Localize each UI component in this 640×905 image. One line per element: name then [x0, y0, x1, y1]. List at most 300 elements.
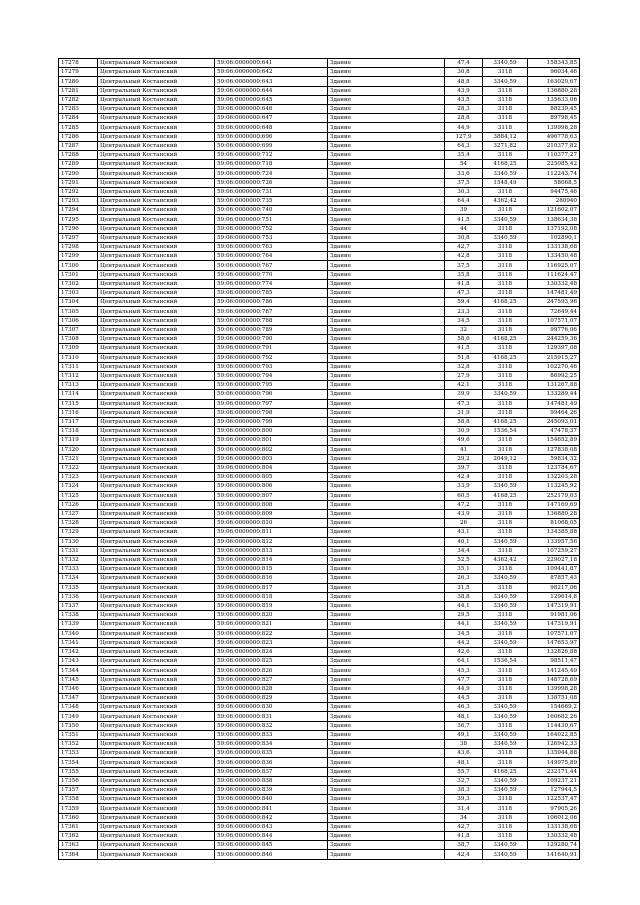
cadastral-number-cell: 59:06:0000000:831 [215, 712, 328, 721]
area-cell: 49,6 [445, 436, 483, 445]
row-number-cell: 17283 [59, 105, 98, 114]
district-cell: Центральный Костанский [98, 68, 215, 77]
area-cell: 29,5 [445, 611, 483, 620]
table-row [59, 648, 580, 657]
area-cell: 47,2 [445, 500, 483, 509]
district-cell: Центральный Костанский [98, 786, 215, 795]
rate-cell: 3340,59 [483, 59, 528, 68]
district-cell: Центральный Костанский [98, 648, 215, 657]
object-type-cell: Здание [328, 721, 445, 730]
row-number-cell: 17316 [59, 408, 98, 417]
rate-cell: 3118 [483, 822, 528, 831]
area-cell: 41,5 [445, 344, 483, 353]
cadastral-value-cell: 110377,27 [528, 151, 580, 160]
rate-cell: 3118 [483, 436, 528, 445]
area-cell: 44,2 [445, 638, 483, 647]
district-cell: Центральный Костанский [98, 767, 215, 776]
cadastral-number-cell: 59:06:0000000:645 [215, 95, 328, 104]
district-cell: Центральный Костанский [98, 592, 215, 601]
row-number-cell: 17301 [59, 270, 98, 279]
row-number-cell: 17330 [59, 537, 98, 546]
cadastral-value-cell: 132826,88 [528, 648, 580, 657]
cadastral-value-cell: 98511,47 [528, 657, 580, 666]
cadastral-value-cell: 127944,5 [528, 786, 580, 795]
row-number-cell: 17315 [59, 399, 98, 408]
area-cell: 55,7 [445, 767, 483, 776]
table-row [59, 776, 580, 785]
cadastral-number-cell: 59:06:0000000:811 [215, 528, 328, 537]
cadastral-value-cell: 132203,28 [528, 473, 580, 482]
row-number-cell: 17335 [59, 583, 98, 592]
area-cell: 43,9 [445, 509, 483, 518]
cadastral-number-cell: 59:06:0000000:807 [215, 491, 328, 500]
area-cell: 47,3 [445, 399, 483, 408]
area-cell: 38,7 [445, 841, 483, 850]
object-type-cell: Здание [328, 601, 445, 610]
area-cell: 44,9 [445, 684, 483, 693]
object-type-cell: Здание [328, 712, 445, 721]
cadastral-value-cell: 116925,07 [528, 261, 580, 270]
district-cell: Центральный Костанский [98, 371, 215, 380]
area-cell: 43,1 [445, 528, 483, 537]
rate-cell: 3118 [483, 325, 528, 334]
row-number-cell: 17362 [59, 832, 98, 841]
area-cell: 48,1 [445, 758, 483, 767]
rate-cell: 3118 [483, 206, 528, 215]
table-row [59, 95, 580, 104]
area-cell: 48,8 [445, 77, 483, 86]
district-cell: Центральный Костанский [98, 537, 215, 546]
row-number-cell: 17284 [59, 114, 98, 123]
object-type-cell: Здание [328, 335, 445, 344]
district-cell: Центральный Костанский [98, 822, 215, 831]
row-number-cell: 17355 [59, 767, 98, 776]
area-cell: 41,8 [445, 832, 483, 841]
area-cell: 42,6 [445, 648, 483, 657]
district-cell: Центральный Костанский [98, 298, 215, 307]
district-cell: Центральный Костанский [98, 243, 215, 252]
row-number-cell: 17345 [59, 675, 98, 684]
rate-cell: 3118 [483, 583, 528, 592]
area-cell: 42,4 [445, 473, 483, 482]
cadastral-number-cell: 59:06:0000000:817 [215, 583, 328, 592]
row-number-cell: 17363 [59, 841, 98, 850]
cadastral-number-cell: 59:06:0000000:774 [215, 279, 328, 288]
rate-cell: 3340,59 [483, 233, 528, 242]
object-type-cell: Здание [328, 519, 445, 528]
district-cell: Центральный Костанский [98, 206, 215, 215]
cadastral-number-cell: 59:06:0000000:845 [215, 841, 328, 850]
table-row [59, 528, 580, 537]
district-cell: Центральный Костанский [98, 187, 215, 196]
area-cell: 41,8 [445, 279, 483, 288]
area-cell: 44,9 [445, 123, 483, 132]
rate-cell: 1548,49 [483, 178, 528, 187]
row-number-cell: 17289 [59, 160, 98, 169]
object-type-cell: Здание [328, 197, 445, 206]
district-cell: Центральный Костанский [98, 445, 215, 454]
cadastral-value-cell: 154669,2 [528, 703, 580, 712]
district-cell: Центральный Костанский [98, 261, 215, 270]
rate-cell: 3118 [483, 362, 528, 371]
district-cell: Центральный Костанский [98, 620, 215, 629]
cadastral-value-cell: 244259,36 [528, 335, 580, 344]
area-cell: 52,5 [445, 555, 483, 564]
area-cell: 30,8 [445, 68, 483, 77]
table-row [59, 77, 580, 86]
table-row [59, 436, 580, 445]
cadastral-number-cell: 59:06:0000000:832 [215, 721, 328, 730]
cadastral-number-cell: 59:06:0000000:835 [215, 749, 328, 758]
rate-cell: 3340,59 [483, 776, 528, 785]
table-row [59, 270, 580, 279]
object-type-cell: Здание [328, 105, 445, 114]
area-cell: 42,7 [445, 243, 483, 252]
cadastral-number-cell: 59:06:0000000:843 [215, 822, 328, 831]
table-row [59, 335, 580, 344]
row-number-cell: 17281 [59, 86, 98, 95]
cadastral-number-cell: 59:06:0000000:818 [215, 592, 328, 601]
rate-cell: 3118 [483, 86, 528, 95]
table-row [59, 740, 580, 749]
area-cell: 60,5 [445, 491, 483, 500]
row-number-cell: 17319 [59, 436, 98, 445]
rate-cell: 3118 [483, 500, 528, 509]
area-cell: 42,7 [445, 822, 483, 831]
area-cell: 42,8 [445, 252, 483, 261]
cadastral-number-cell: 59:06:0000000:837 [215, 767, 328, 776]
cadastral-value-cell: 86992,25 [528, 371, 580, 380]
table-row [59, 68, 580, 77]
object-type-cell: Здание [328, 675, 445, 684]
rate-cell: 4168,25 [483, 335, 528, 344]
object-type-cell: Здание [328, 316, 445, 325]
cadastral-value-cell: 113245,92 [528, 482, 580, 491]
rate-cell: 3118 [483, 795, 528, 804]
table-row [59, 169, 580, 178]
row-number-cell: 17288 [59, 151, 98, 160]
cadastral-number-cell: 59:06:0000000:808 [215, 500, 328, 509]
row-number-cell: 17279 [59, 68, 98, 77]
row-number-cell: 17340 [59, 629, 98, 638]
object-type-cell: Здание [328, 344, 445, 353]
object-type-cell: Здание [328, 565, 445, 574]
district-cell: Центральный Костанский [98, 730, 215, 739]
rate-cell: 3118 [483, 445, 528, 454]
district-cell: Центральный Костанский [98, 491, 215, 500]
rate-cell: 1536,54 [483, 657, 528, 666]
row-number-cell: 17311 [59, 362, 98, 371]
row-number-cell: 17296 [59, 224, 98, 233]
rate-cell: 4168,25 [483, 767, 528, 776]
district-cell: Центральный Костанский [98, 776, 215, 785]
district-cell: Центральный Костанский [98, 224, 215, 233]
cadastral-number-cell: 59:06:0000000:786 [215, 298, 328, 307]
row-number-cell: 17326 [59, 500, 98, 509]
rate-cell: 3118 [483, 123, 528, 132]
cadastral-number-cell: 59:06:0000000:836 [215, 758, 328, 767]
row-number-cell: 17298 [59, 243, 98, 252]
row-number-cell: 17312 [59, 371, 98, 380]
cadastral-value-cell: 133450,48 [528, 252, 580, 261]
table-row [59, 132, 580, 141]
cadastral-number-cell: 59:06:0000000:799 [215, 417, 328, 426]
table-row [59, 721, 580, 730]
object-type-cell: Здание [328, 491, 445, 500]
area-cell: 23,3 [445, 307, 483, 316]
row-number-cell: 17361 [59, 822, 98, 831]
row-number-cell: 17280 [59, 77, 98, 86]
table-row [59, 243, 580, 252]
rate-cell: 3118 [483, 528, 528, 537]
row-number-cell: 17351 [59, 730, 98, 739]
rate-cell: 3340,59 [483, 601, 528, 610]
cadastral-number-cell: 59:06:0000000:834 [215, 740, 328, 749]
table-row [59, 813, 580, 822]
object-type-cell: Здание [328, 132, 445, 141]
table-row [59, 289, 580, 298]
area-cell: 51,8 [445, 353, 483, 362]
table-row [59, 638, 580, 647]
area-cell: 32,8 [445, 362, 483, 371]
rate-cell: 3118 [483, 344, 528, 353]
rate-cell: 3118 [483, 151, 528, 160]
district-cell: Центральный Костанский [98, 316, 215, 325]
cadastral-value-cell: 129397,08 [528, 344, 580, 353]
district-cell: Центральный Костанский [98, 712, 215, 721]
cadastral-value-cell: 98217,06 [528, 583, 580, 592]
area-cell: 26 [445, 519, 483, 528]
row-number-cell: 17291 [59, 178, 98, 187]
rate-cell: 3340,59 [483, 740, 528, 749]
area-cell: 42,1 [445, 381, 483, 390]
area-cell: 49,1 [445, 730, 483, 739]
row-number-cell: 17347 [59, 694, 98, 703]
cadastral-number-cell: 59:06:0000000:821 [215, 620, 328, 629]
district-cell: Центральный Костанский [98, 684, 215, 693]
cadastral-value-cell: 109441,87 [528, 565, 580, 574]
rate-cell: 3118 [483, 546, 528, 555]
cadastral-value-cell: 158343,85 [528, 59, 580, 68]
object-type-cell: Здание [328, 215, 445, 224]
district-cell: Центральный Костанский [98, 270, 215, 279]
object-type-cell: Здание [328, 795, 445, 804]
row-number-cell: 17309 [59, 344, 98, 353]
district-cell: Центральный Костанский [98, 795, 215, 804]
district-cell: Центральный Костанский [98, 565, 215, 574]
rate-cell: 3118 [483, 261, 528, 270]
table-row [59, 841, 580, 850]
table-row [59, 197, 580, 206]
cadastral-number-cell: 59:06:0000000:828 [215, 684, 328, 693]
rate-cell: 3118 [483, 675, 528, 684]
area-cell: 41 [445, 445, 483, 454]
cadastral-value-cell: 47478,37 [528, 427, 580, 436]
table-row [59, 298, 580, 307]
cadastral-value-cell: 107571,07 [528, 316, 580, 325]
district-cell: Центральный Костанский [98, 123, 215, 132]
district-cell: Центральный Костанский [98, 500, 215, 509]
object-type-cell: Здание [328, 233, 445, 242]
area-cell: 44,1 [445, 601, 483, 610]
row-number-cell: 17307 [59, 325, 98, 334]
table-row [59, 381, 580, 390]
table-row [59, 482, 580, 491]
object-type-cell: Здание [328, 381, 445, 390]
district-cell: Центральный Костанский [98, 114, 215, 123]
district-cell: Центральный Костанский [98, 353, 215, 362]
district-cell: Центральный Костанский [98, 528, 215, 537]
cadastral-number-cell: 59:06:0000000:798 [215, 408, 328, 417]
rate-cell: 3118 [483, 694, 528, 703]
district-cell: Центральный Костанский [98, 86, 215, 95]
row-number-cell: 17294 [59, 206, 98, 215]
area-cell: 59,4 [445, 298, 483, 307]
rate-cell: 3118 [483, 399, 528, 408]
rate-cell: 3118 [483, 371, 528, 380]
table-row [59, 675, 580, 684]
rate-cell: 3340,59 [483, 730, 528, 739]
area-cell: 34,5 [445, 629, 483, 638]
row-number-cell: 17299 [59, 252, 98, 261]
object-type-cell: Здание [328, 537, 445, 546]
rate-cell: 3118 [483, 684, 528, 693]
cadastral-number-cell: 59:06:0000000:823 [215, 638, 328, 647]
cadastral-value-cell: 81068,05 [528, 519, 580, 528]
area-cell: 47,3 [445, 289, 483, 298]
table-row [59, 454, 580, 463]
table-row [59, 215, 580, 224]
cadastral-number-cell: 59:06:0000000:751 [215, 215, 328, 224]
row-number-cell: 17328 [59, 519, 98, 528]
rate-cell: 3118 [483, 509, 528, 518]
cadastral-number-cell: 59:06:0000000:825 [215, 657, 328, 666]
rate-cell: 3271,82 [483, 141, 528, 150]
row-number-cell: 17350 [59, 721, 98, 730]
row-number-cell: 17323 [59, 473, 98, 482]
table-row [59, 123, 580, 132]
object-type-cell: Здание [328, 500, 445, 509]
cadastral-number-cell: 59:06:0000000:842 [215, 813, 328, 822]
cadastral-value-cell: 160682,26 [528, 712, 580, 721]
area-cell: 35,4 [445, 151, 483, 160]
cadastral-value-cell: 127838,08 [528, 445, 580, 454]
table-row [59, 491, 580, 500]
row-number-cell: 17352 [59, 740, 98, 749]
table-row [59, 601, 580, 610]
cadastral-value-cell: 133289,44 [528, 390, 580, 399]
cadastral-number-cell: 59:06:0000000:699 [215, 141, 328, 150]
area-cell: 64,4 [445, 197, 483, 206]
rate-cell: 3118 [483, 721, 528, 730]
rate-cell: 3340,59 [483, 592, 528, 601]
cadastral-value-cell: 107259,27 [528, 546, 580, 555]
row-number-cell: 17354 [59, 758, 98, 767]
object-type-cell: Здание [328, 509, 445, 518]
table-row [59, 151, 580, 160]
area-cell: 43,9 [445, 86, 483, 95]
cadastral-number-cell: 59:06:0000000:644 [215, 86, 328, 95]
area-cell: 30,3 [445, 187, 483, 196]
cadastral-number-cell: 59:06:0000000:822 [215, 629, 328, 638]
district-cell: Центральный Костанский [98, 178, 215, 187]
cadastral-number-cell: 59:06:0000000:789 [215, 325, 328, 334]
cadastral-number-cell: 59:06:0000000:790 [215, 335, 328, 344]
object-type-cell: Здание [328, 141, 445, 150]
district-cell: Центральный Костанский [98, 399, 215, 408]
cadastral-value-cell: 126942,33 [528, 740, 580, 749]
table-row [59, 408, 580, 417]
rate-cell: 3118 [483, 381, 528, 390]
cadastral-number-cell: 59:06:0000000:803 [215, 454, 328, 463]
district-cell: Центральный Костанский [98, 252, 215, 261]
row-number-cell: 17353 [59, 749, 98, 758]
cadastral-value-cell: 94475,46 [528, 187, 580, 196]
object-type-cell: Здание [328, 786, 445, 795]
row-number-cell: 17297 [59, 233, 98, 242]
area-cell: 28,3 [445, 105, 483, 114]
table-row [59, 399, 580, 408]
object-type-cell: Здание [328, 583, 445, 592]
rate-cell: 3118 [483, 758, 528, 767]
cadastral-number-cell: 59:06:0000000:794 [215, 371, 328, 380]
table-row [59, 206, 580, 215]
rate-cell: 3118 [483, 307, 528, 316]
area-cell: 58,6 [445, 335, 483, 344]
rate-cell: 4168,25 [483, 491, 528, 500]
cadastral-value-cell: 109237,21 [528, 776, 580, 785]
object-type-cell: Здание [328, 243, 445, 252]
table-row [59, 592, 580, 601]
cadastral-number-cell: 59:06:0000000:796 [215, 390, 328, 399]
table-row [59, 850, 580, 859]
area-cell: 32 [445, 325, 483, 334]
cadastral-value-cell: 102270,46 [528, 362, 580, 371]
cadastral-value-cell: 107571,07 [528, 629, 580, 638]
district-cell: Центральный Костанский [98, 841, 215, 850]
table-row [59, 804, 580, 813]
cadastral-value-cell: 232171,44 [528, 767, 580, 776]
table-row [59, 279, 580, 288]
rate-cell: 3118 [483, 519, 528, 528]
cadastral-value-cell: 72649,44 [528, 307, 580, 316]
area-cell: 39 [445, 206, 483, 215]
cadastral-value-cell: 164022,85 [528, 730, 580, 739]
object-type-cell: Здание [328, 684, 445, 693]
table-row [59, 160, 580, 169]
row-number-cell: 17302 [59, 279, 98, 288]
rate-cell: 3118 [483, 408, 528, 417]
cadastral-value-cell: 154652,89 [528, 436, 580, 445]
district-cell: Центральный Костанский [98, 105, 215, 114]
cadastral-number-cell: 59:06:0000000:841 [215, 804, 328, 813]
table-row [59, 187, 580, 196]
rate-cell: 3118 [483, 68, 528, 77]
cadastral-number-cell: 59:06:0000000:826 [215, 666, 328, 675]
cadastral-value-cell: 96034,46 [528, 68, 580, 77]
object-type-cell: Здание [328, 261, 445, 270]
rate-cell: 3118 [483, 832, 528, 841]
cadastral-value-cell: 149975,89 [528, 758, 580, 767]
district-cell: Центральный Костанский [98, 307, 215, 316]
table-row [59, 620, 580, 629]
rate-cell: 3118 [483, 463, 528, 472]
row-number-cell: 17327 [59, 509, 98, 518]
row-number-cell: 17303 [59, 289, 98, 298]
object-type-cell: Здание [328, 454, 445, 463]
cadastral-value-cell: 136880,28 [528, 509, 580, 518]
district-cell: Центральный Костанский [98, 335, 215, 344]
